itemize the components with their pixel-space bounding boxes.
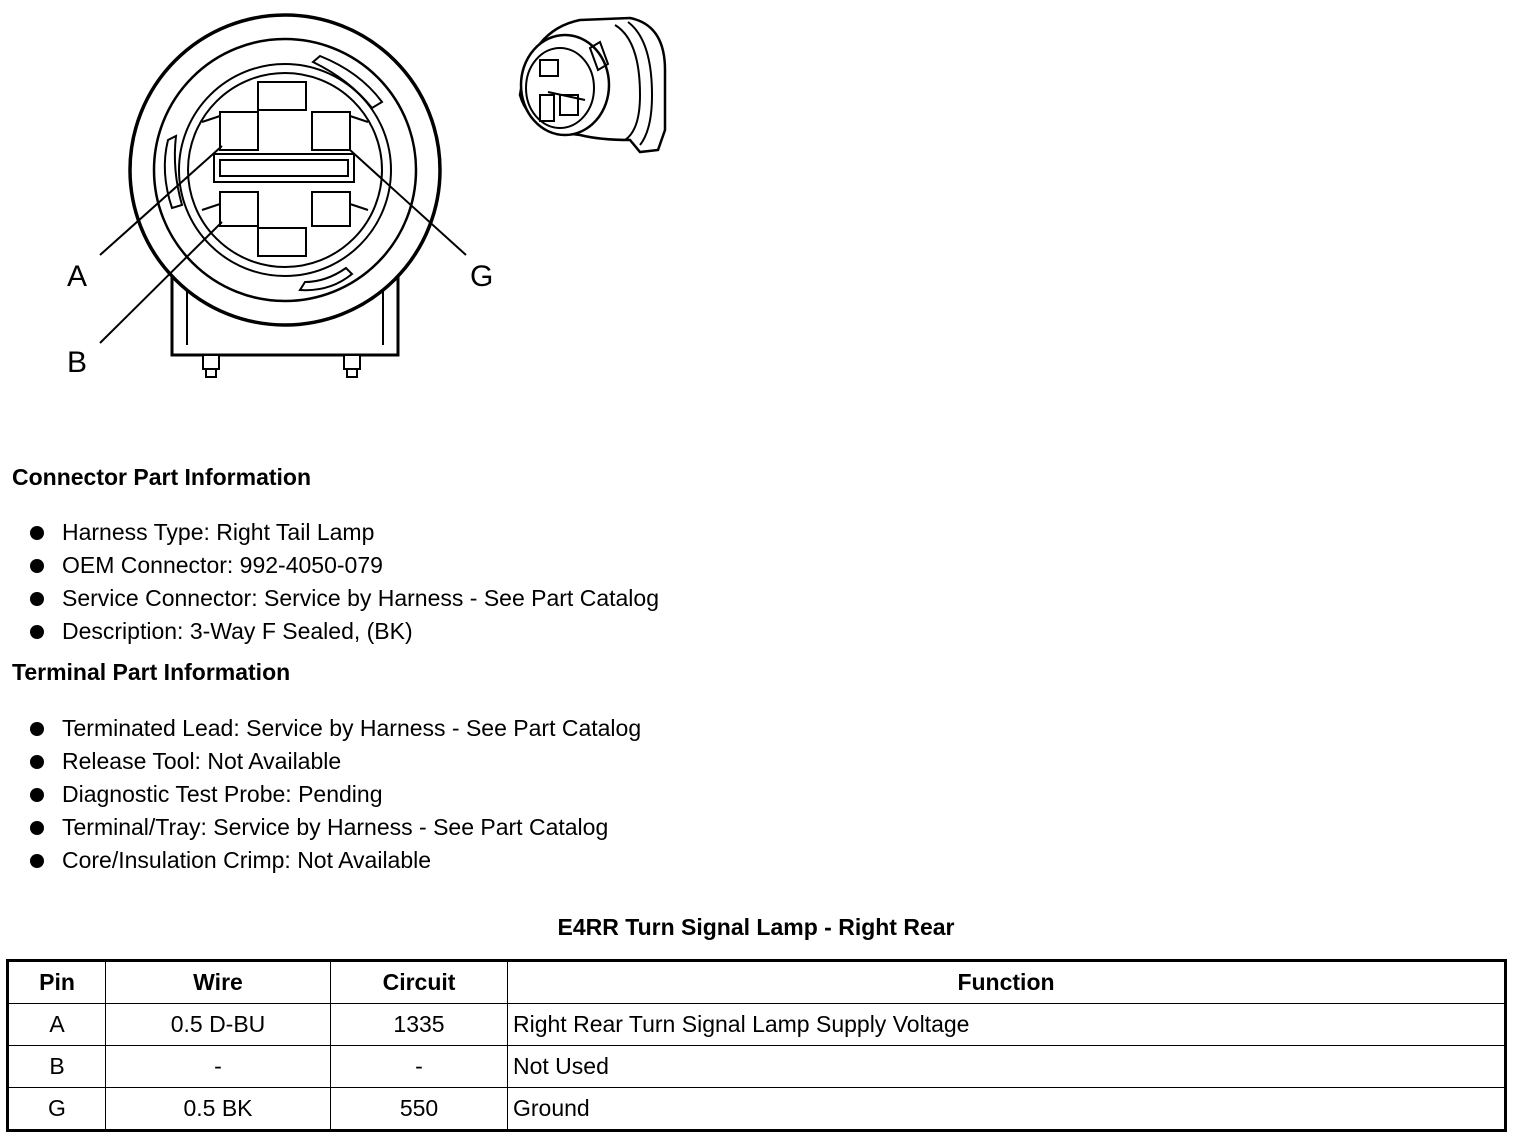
column-header-function: Function — [508, 961, 1506, 1004]
bullet-icon — [30, 788, 44, 802]
pin-label-a: A — [67, 260, 88, 293]
cell-wire: - — [106, 1046, 331, 1088]
cell-wire: 0.5 BK — [106, 1088, 331, 1131]
list-item: OEM Connector: 992-4050-079 — [28, 549, 659, 582]
pin-table — [6, 959, 1507, 1132]
cell-function: Not Used — [508, 1046, 1506, 1088]
list-item: Diagnostic Test Probe: Pending — [28, 778, 641, 811]
cell-wire: 0.5 D-BU — [106, 1004, 331, 1046]
cell-function: Right Rear Turn Signal Lamp Supply Voltage — [508, 1004, 1506, 1046]
cell-circuit: 550 — [331, 1088, 508, 1131]
bullet-icon — [30, 592, 44, 606]
bullet-icon — [30, 854, 44, 868]
pin-table-title: E4RR Turn Signal Lamp - Right Rear — [557, 914, 955, 940]
pin-label-g: G — [470, 260, 494, 293]
bullet-icon — [30, 722, 44, 736]
bullet-icon — [30, 821, 44, 835]
cell-function: Ground — [508, 1088, 1506, 1131]
bullet-icon — [30, 625, 44, 639]
list-item: Release Tool: Not Available — [28, 745, 641, 778]
bullet-icon — [30, 526, 44, 540]
terminal-info-title: Terminal Part Information — [12, 659, 291, 685]
cell-pin: B — [8, 1046, 106, 1088]
bullet-icon — [30, 755, 44, 769]
connector-perspective-view — [520, 18, 665, 152]
list-item: Description: 3-Way F Sealed, (BK) — [28, 615, 659, 648]
list-item: Terminal/Tray: Service by Harness - See Part Catalog — [28, 811, 641, 844]
list-item: Service Connector: Service by Harness - See Part Catalog — [28, 582, 659, 615]
cell-pin: G — [8, 1088, 106, 1131]
table-row — [8, 1046, 1506, 1088]
table-header-row — [8, 961, 1506, 1004]
table-row — [8, 1088, 1506, 1131]
connector-info-title: Connector Part Information — [12, 464, 312, 490]
connector-face-diagram — [0, 0, 720, 420]
list-item: Core/Insulation Crimp: Not Available — [28, 844, 641, 877]
column-header-circuit: Circuit — [331, 961, 508, 1004]
table-row — [8, 1004, 1506, 1046]
bullet-icon — [30, 559, 44, 573]
cell-circuit: - — [331, 1046, 508, 1088]
list-item: Harness Type: Right Tail Lamp — [28, 516, 659, 549]
column-header-wire: Wire — [106, 961, 331, 1004]
cell-circuit: 1335 — [331, 1004, 508, 1046]
terminal-info-list — [28, 712, 641, 877]
cell-pin: A — [8, 1004, 106, 1046]
list-item: Terminated Lead: Service by Harness - See Part Catalog — [28, 712, 641, 745]
column-header-pin: Pin — [8, 961, 106, 1004]
connector-info-list — [28, 516, 659, 648]
pin-label-b: B — [67, 346, 88, 379]
